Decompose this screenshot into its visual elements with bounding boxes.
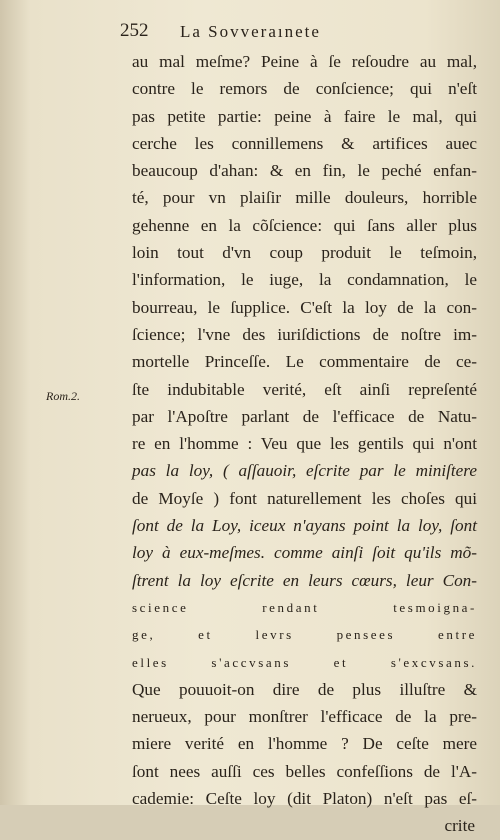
text-line: nerueux, pour monſtrer l'efficace de la pre- xyxy=(132,707,477,727)
text-line: ſont de la Loy, iceux n'ayans point la loy, ſont xyxy=(132,516,477,536)
text-line: l'information, le iuge, la condamnation, le xyxy=(132,270,477,290)
text-line: ge, et levrs pensees entre xyxy=(132,627,477,643)
text-line: pas la loy, ( aſſauoir, eſcrite par le miniſtere xyxy=(132,461,477,481)
text-line: au mal meſme? Peine à ſe reſoudre au mal, xyxy=(132,52,477,71)
text-line: miere verité en l'homme ? De ceſte mere xyxy=(132,734,477,754)
text-line: mortelle Princeſſe. Le commentaire de ce- xyxy=(132,352,477,372)
text-line: loin tout d'vn coup produit le teſmoin, xyxy=(132,243,477,263)
text-line: science rendant tesmoigna- xyxy=(132,599,477,615)
text-line: té, pour vn plaiſir mille douleurs, horrible xyxy=(132,188,477,208)
catchword: crite xyxy=(444,816,475,836)
text-line: cerche les connillemens & artifices auec xyxy=(132,133,477,153)
running-header xyxy=(112,12,464,46)
body-text xyxy=(132,48,477,840)
text-line: loy à eux-meſmes. comme ainſi ſoit qu'ils mõ- xyxy=(132,543,477,563)
text-line: gehenne en la cõſcience: qui ſans aller plus xyxy=(132,215,477,235)
text-line: par l'Apoſtre parlant de l'efficace de Natu- xyxy=(132,406,477,426)
page-number: 252 xyxy=(120,20,149,41)
text-line: de Moyſe ) font naturellement les choſes qui xyxy=(132,488,477,508)
margin-note: Rom.2. xyxy=(46,389,80,403)
text-line: ſtrent la loy eſcrite en leurs cœurs, leur Con- xyxy=(132,570,477,590)
text-line: ſcience; l'vne des iuriſdictions de noſtre im- xyxy=(132,324,477,344)
text-line: cademie: Ceſte loy (dit Platon) n'eſt pas eſ- xyxy=(132,789,477,809)
text-line: elles s'accvsans et s'excvsans. xyxy=(132,654,477,670)
running-title: La Sovveraınete xyxy=(180,22,321,41)
text-line: Que pouuoit-on dire de plus illuſtre & xyxy=(132,679,477,699)
text-line: contre le remors de conſcience; qui n'eſt xyxy=(132,79,477,99)
text-line: beaucoup d'ahan: & en fin, le peché enfan- xyxy=(132,161,477,181)
text-line: pas petite partie: peine à faire le mal, qui xyxy=(132,106,477,126)
text-line: ſte indubitable verité, eſt ainſi repreſenté xyxy=(132,379,477,399)
text-line: ſont nees auſſi ces belles confeſſions de l'A- xyxy=(132,761,477,781)
text-line: bourreau, le ſupplice. C'eſt la loy de la con- xyxy=(132,297,477,317)
text-line: re en l'homme : Veu que les gentils qui n'ont xyxy=(132,434,477,454)
